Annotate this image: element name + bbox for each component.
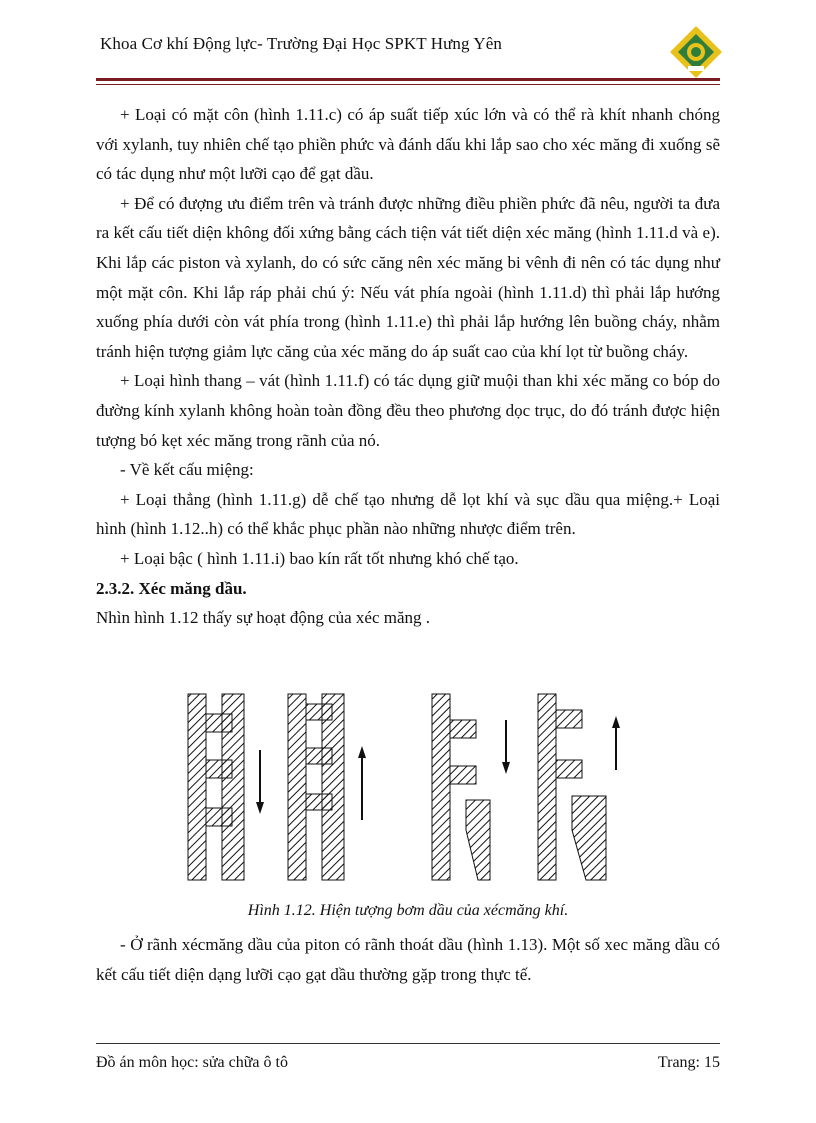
paragraph: - Về kết cấu miệng: — [120, 460, 254, 480]
header-rule-thin — [96, 84, 720, 85]
header-rule-thick — [96, 78, 720, 81]
figure-caption: Hình 1.12. Hiện tượng bơm dầu của xécmăng khí. — [247, 902, 569, 919]
diagram-panel-1 — [188, 694, 264, 880]
body-text — [96, 100, 720, 633]
figure-oil-pumping-diagram — [186, 690, 626, 886]
body-text-continued — [96, 930, 720, 989]
paragraph: + Để có đượng ưu điểm trên và tránh được những điều phiền phức đã nêu, người ta đưa ra kết cấu tiết diện không đối xứng bằng cách tiện vát tiết diện xéc măng (hình 1.11.d và e). Khi lắp các piston và xylanh, do có sức căng nên xéc măng bi vênh đi nên có tác dụng như một mặt côn. Khi lắp ráp phải chú ý: Nếu vát phía ngoài (hình 1.11.d) thì phải lắp hướng xuống phía dưới còn vát phía trong (hình 1.11.e) thì phải lắp hướng lên buồng cháy, nhằm tránh hiện tượng giảm lực căng của xéc măng do áp suất cao của khí lọt từ buồng cháy. — [96, 193, 720, 361]
section-heading: 2.3.2. Xéc măng dầu. — [96, 578, 247, 598]
diagram-panel-2 — [288, 694, 366, 880]
paragraph: - Ở rãnh xécmăng dầu của piton có rãnh thoát dầu (hình 1.13). Một số xec măng dầu có kết cấu tiết diện dạng lưỡi cạo gạt dầu thường gặp trong thực tế. — [96, 935, 720, 984]
diagram-panel-4 — [538, 694, 620, 880]
paragraph: + Loại thẳng (hình 1.11.g) dễ chế tạo nhưng dễ lọt khí và sục dầu qua miệng.+ Loại hình (hình 1.12..h) có thể khắc phục phần nào những nhược điểm trên. — [96, 489, 720, 539]
paragraph: + Loại có mặt côn (hình 1.11.c) có áp suất tiếp xúc lớn và có thể rà khít nhanh chóng với xylanh, tuy nhiên chế tạo phiền phức và đánh dấu khi lắp sao cho xéc măng đi xuống sẽ có tác dụng như một lưỡi cạo để gạt dầu. — [96, 105, 720, 184]
university-logo-icon — [668, 24, 724, 80]
diagram-panel-3 — [432, 694, 510, 880]
footer-course-title: Đồ án môn học: sửa chữa ô tô — [96, 1054, 288, 1071]
paragraph: + Loại bậc ( hình 1.11.i) bao kín rất tốt nhưng khó chế tạo. — [120, 548, 519, 568]
intro-line: Nhìn hình 1.12 thấy sự hoạt động của xéc măng . — [96, 608, 431, 628]
footer-rule — [96, 1043, 720, 1044]
footer-page-number: Trang: 15 — [657, 1054, 720, 1071]
paragraph: + Loại hình thang – vát (hình 1.11.f) có tác dụng giữ muội than khi xéc măng co bóp do đường kính xylanh không hoàn toàn đồng đều theo phương dọc trục, do đó tránh được hiện tượng bó kẹt xéc măng trong rãnh của nó. — [96, 371, 720, 450]
page-header-title: Khoa Cơ khí Động lực- Trường Đại Học SPKT Hưng Yên — [100, 34, 502, 53]
